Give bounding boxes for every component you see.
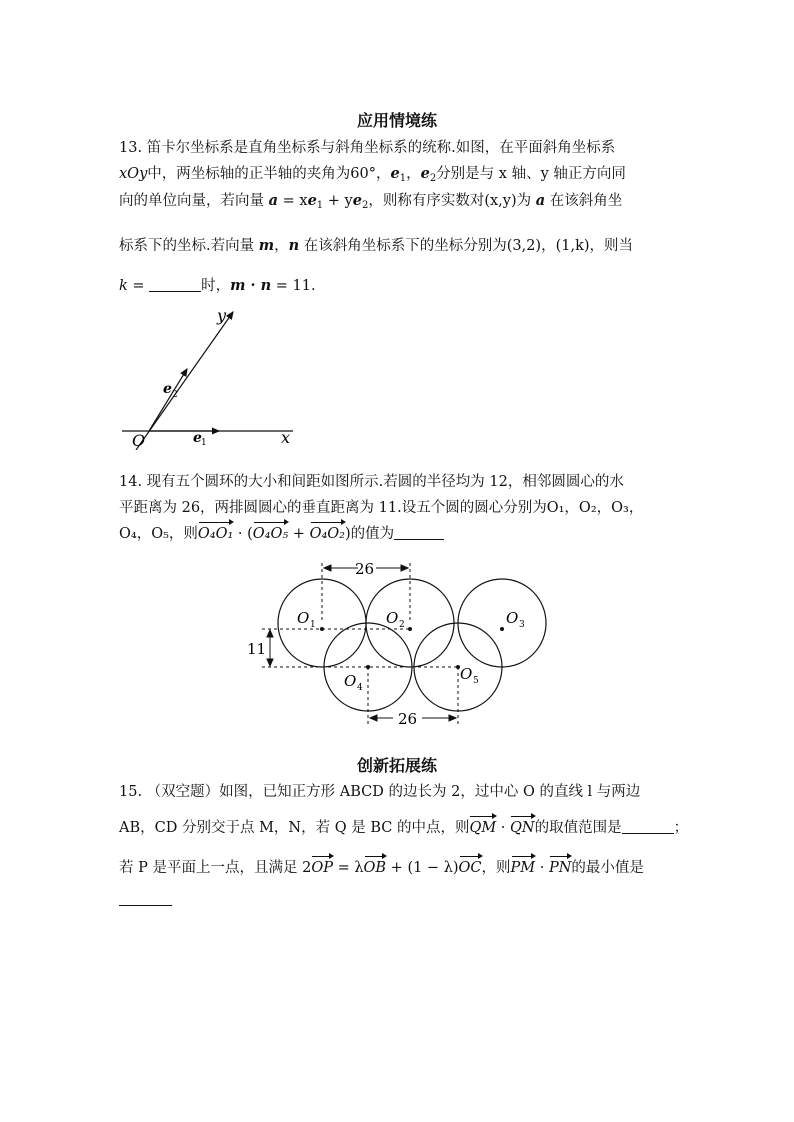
p14-text: O₄，O₅，则 [119,526,198,542]
p13-comma: ， [406,166,421,182]
p13-line-5 [119,276,316,296]
p13-line-3 [119,191,622,216]
o2-label: O [386,609,399,627]
vec-o4o2: O₄O₂ [309,526,345,542]
p15-line-3 [119,858,644,878]
arrow-left-icon [370,715,377,721]
vec-qn: QN [510,820,535,836]
p13-vec-a: a [268,192,279,209]
p13-vec-n: n [288,237,300,254]
p13-vec-a: a [535,192,546,209]
arrow-down-icon [267,659,273,666]
p15-text: · [535,860,549,876]
p13-text: 标系下的坐标.若向量 [119,238,259,254]
o3-sub: 3 [519,620,525,630]
p13-e1-sub: 1 [399,173,407,184]
o5-label: O [460,665,473,683]
p13-e1: e [390,165,400,182]
p13-text: = 11. [271,278,316,294]
center-o1 [320,627,324,631]
o4-sub: 4 [357,683,363,693]
o1-label: O [297,609,310,627]
vec-pm: PM [510,860,536,876]
p13-text: = x [278,193,308,209]
p13-e2: e [420,165,430,182]
p13-text: 时， [201,278,231,294]
e2-label: e [163,381,172,397]
p14-text: )的值为 [344,526,395,542]
arrow-right-icon [401,565,408,571]
arrow-up-icon [267,630,273,637]
o5-sub: 5 [473,676,479,686]
vec-pn: PN [548,860,572,876]
e2-sub: 2 [172,390,178,400]
vec-oc: OC [458,860,482,876]
p13-text: ，则称有序实数对(x,y)为 [368,193,536,209]
e1-sub: 1 [201,438,207,448]
answer-blank-13[interactable] [149,277,201,292]
p13-text: 在该斜角坐 [545,193,623,209]
arrow-left-icon [324,565,331,571]
p15-text: AB，CD 分别交于点 M，N，若 Q 是 BC 的中点，则 [119,820,470,836]
p15-text: 的最小值是 [571,860,644,876]
p13-e1: e [307,192,317,209]
p13-k: k = [119,278,150,294]
p14-line-3 [119,524,444,544]
p13-text-b: 分别是与 x 轴、y 轴正方向同 [436,166,626,182]
p14-text: · ( [233,526,253,542]
p13-text: 在该斜角坐标系下的坐标分别为(3,2)，(1,k)，则当 [299,238,634,254]
section-title-innovation: 创新拓展练 [356,756,437,775]
circle-o1 [278,579,366,667]
p15-line-1: 15. （双空题）如图，已知正方形 ABCD 的边长为 2，过中心 O 的直线 l 与两边 [119,784,641,800]
p15-text: · [496,820,511,836]
center-o2 [408,627,412,631]
arrow-right-icon [449,715,456,721]
p13-line-2 [119,164,626,189]
center-o4 [366,665,370,669]
vec-o4o1: O₄O₁ [197,526,234,542]
vec-op: OP [311,860,333,876]
p15-text: ，则 [481,860,511,876]
section-title-applied: 应用情境练 [356,111,437,130]
five-rings-figure [240,555,560,735]
p15-text: = λ [332,860,364,876]
p15-line-2 [119,818,688,838]
answer-blank-14[interactable] [394,525,444,540]
y-label: y [217,306,227,325]
center-o3 [500,627,504,631]
p14-text: + [288,526,310,542]
p13-vec-m: m [258,237,275,254]
p15-text: 的取值范围是 [534,820,622,836]
o4-label: O [344,672,357,690]
vertical-distance-label: 11 [247,640,267,658]
x-label: x [281,428,291,447]
origin-label: O [132,431,146,450]
p14-line-2: 平距离为 26，两排圆圆心的垂直距离为 11.设五个圆的圆心分别为O₁，O₂，O₃， [119,500,644,516]
p14-line-1: 14. 现有五个圆环的大小和间距如图所示.若圆的半径均为 12，相邻圆圆心的水 [119,474,624,490]
p15-text: 若 P 是平面上一点，且满足 2 [119,860,312,876]
vec-qm: QM [469,820,497,836]
p15-text: ； [673,820,689,836]
p13-text: ， [274,238,289,254]
vec-ob: OB [363,860,387,876]
p13-line-1: 13. 笛卡尔坐标系是直角坐标系与斜角坐标系的统称.如图，在平面斜角坐标系 [119,140,616,156]
p13-sub: 1 [316,200,324,211]
e1-label: e [193,430,202,446]
p13-text: 中，两坐标轴的正半轴的夹角为60°， [147,166,391,182]
p15-text: + (1 − λ) [386,860,459,876]
o1-sub: 1 [310,620,316,630]
e2-arrow [149,369,187,431]
p13-line-4 [119,236,633,256]
p13-xoy: xOy [119,166,148,182]
p13-e2-sub: 2 [429,173,437,184]
p13-mn: m · n [230,277,272,294]
circle-o3 [458,579,546,667]
oblique-axes-figure [115,300,315,450]
o3-label: O [506,609,519,627]
answer-blank-15a[interactable] [622,819,674,834]
o2-sub: 2 [399,620,405,630]
top-distance-label: 26 [355,560,375,578]
p13-sub: 2 [361,200,369,211]
p15-line-4 [119,890,172,910]
answer-blank-15b[interactable] [119,891,172,906]
bottom-distance-label: 26 [398,710,418,728]
p13-text: 向的单位向量，若向量 [119,193,269,209]
p13-text: + y [323,193,353,209]
p13-e2: e [352,192,362,209]
vec-o4o5: O₄O₅ [252,526,289,542]
